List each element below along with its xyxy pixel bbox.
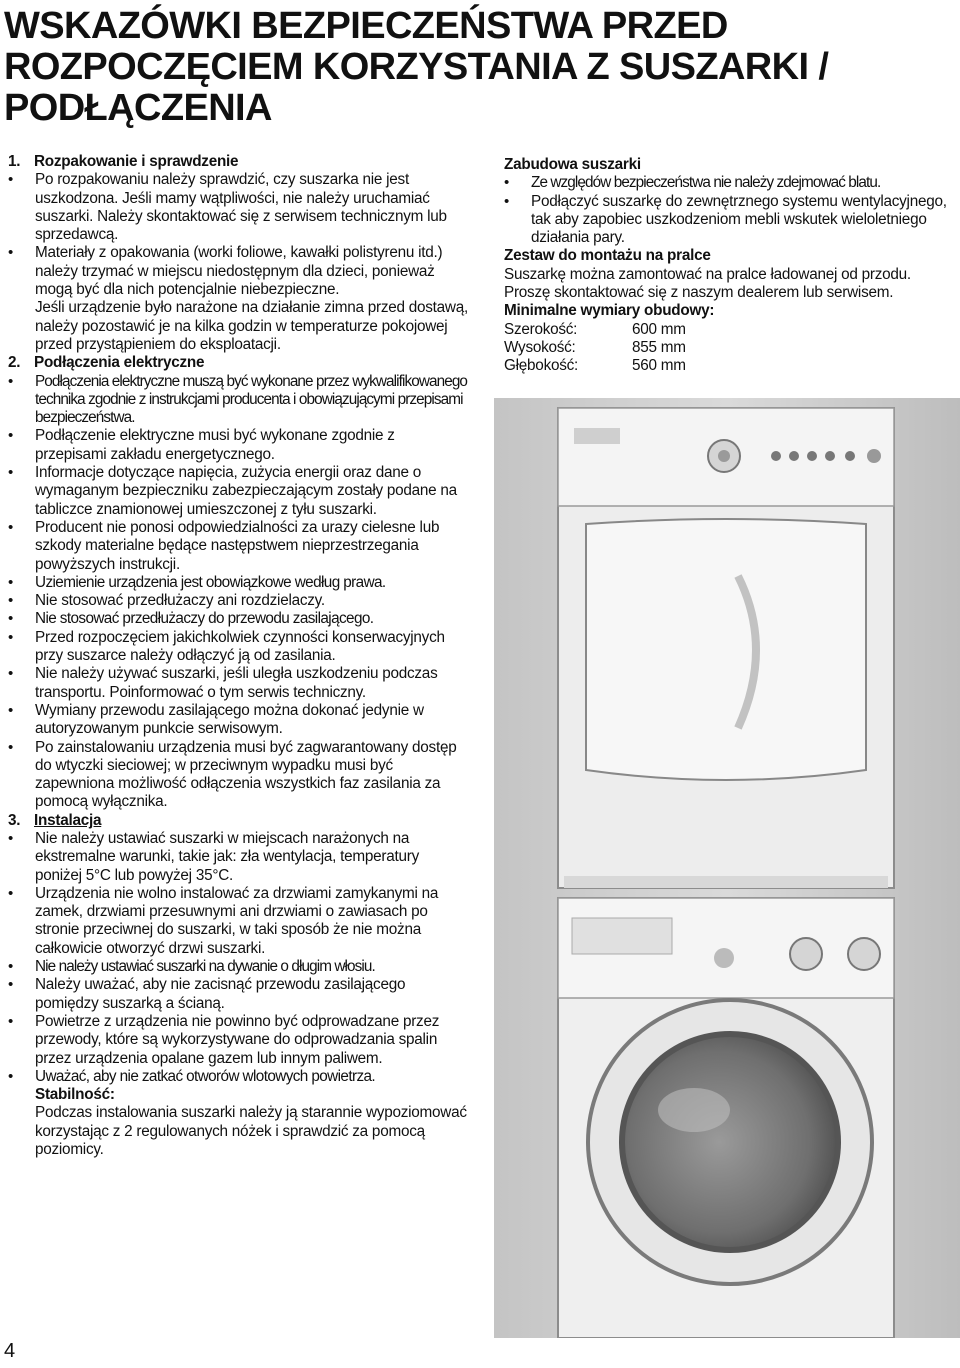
section-1-bullet: • Po rozpakowaniu należy sprawdzić, czy suszarka nie jest uszkodzona. Jeśli mamy wątpliwości, nie należy uruchamiać suszarki. Należy skontaktować się z serwisem technicznym lub sprzedawcą.	[8, 171, 468, 244]
built-in-bullet: • Ze względów bezpieczeństwa nie należy zdejmować blatu.	[504, 174, 956, 192]
section-2-bullet: • Podłączenie elektryczne musi być wykonane zgodnie z przepisami zakładu energetycznego.	[8, 427, 468, 464]
section-2-heading	[8, 354, 468, 372]
dimensions-table	[504, 321, 956, 376]
section-2-bullet: • Producent nie ponosi odpowiedzialności za urazy cielesne lub szkody materialne będące następstwem nieprzestrzegania powyższych instrukcji.	[8, 519, 468, 574]
built-in-bullet: • Podłączyć suszarkę do zewnętrznego systemu wentylacyjnego, tak aby zapobiec uszkodzeniom mebli wskutek wieloletniego działania pary.	[504, 193, 956, 248]
dimension-row	[504, 357, 956, 375]
dimension-label: Szerokość:	[504, 320, 578, 338]
section-2-bullet: • Nie stosować przedłużaczy do przewodu zasilającego.	[8, 610, 468, 628]
section-3-bullet: • Nie należy ustawiać suszarki w miejscach narażonych na ekstremalne warunki, takie jak: zła wentylacja, temperatury poniżej 5°C lub powyżej 35°C.	[8, 830, 468, 885]
section-3-bullet: • Urządzenia nie wolno instalować za drzwiami zamykanymi na zamek, drzwiami przesuwnymi ani drzwiami o zawiasach po stronie przeciwnej do suszarki, w taki sposób że nie można całkowicie otworzyć drzwi suszarki.	[8, 885, 468, 958]
section-3-bullet: • Uważać, aby nie zatkać otworów wlotowych powietrza.	[8, 1068, 468, 1086]
page-number: 4	[4, 1340, 16, 1362]
dryer-on-washer-photo	[494, 398, 960, 1338]
dimension-label: Wysokość:	[504, 338, 576, 356]
dimension-value: 560 mm	[632, 357, 686, 375]
section-2-number: 2.	[8, 354, 21, 372]
section-3-title: Instalacja	[34, 811, 102, 829]
stacking-kit-heading: Zestaw do montażu na pralce	[504, 247, 711, 265]
dryer	[558, 408, 894, 888]
section-3-bullet: • Nie należy ustawiać suszarki na dywanie o długim włosiu.	[8, 958, 468, 976]
stability-heading: Stabilność:	[35, 1086, 115, 1104]
section-2-bullet: • Podłączenia elektryczne muszą być wykonane przez wykwalifikowanego technika zgodnie z instrukcjami producenta i obowiązującymi przepisami bezpieczeństwa.	[8, 373, 468, 428]
section-2-bullet: • Po zainstalowaniu urządzenia musi być zagwarantowany dostęp do wtyczki sieciowej; w przeciwnym wypadku musi być zapewniona możliwość odłączenia wszystkich faz zasilania za pomocą wyłącznika.	[8, 739, 468, 812]
section-1-heading	[8, 153, 468, 171]
section-2-bullet: • Nie należy używać suszarki, jeśli uległa uszkodzeniu podczas transportu. Poinformować o tym serwis techniczny.	[8, 665, 468, 702]
dimension-row	[504, 339, 956, 357]
washing-machine	[558, 898, 894, 1338]
min-dimensions-heading: Minimalne wymiary obudowy:	[504, 302, 715, 320]
built-in-heading: Zabudowa suszarki	[504, 156, 641, 173]
right-column	[504, 156, 956, 376]
section-1-paragraph: Jeśli urządzenie było narażone na działanie zimna przed dostawą, należy pozostawić je na kilka godzin w temperaturze pokojowej przed przystąpieniem do eksploatacji.	[35, 299, 468, 353]
section-2-bullet: • Uziemienie urządzenia jest obowiązkowe według prawa.	[8, 574, 468, 592]
left-column	[8, 153, 468, 1159]
section-1-title: Rozpakowanie i sprawdzenie	[34, 153, 239, 170]
dimension-label: Głębokość:	[504, 357, 579, 375]
dimension-value: 600 mm	[632, 320, 686, 338]
section-3-heading	[8, 812, 468, 830]
stability-text: Podczas instalowania suszarki należy ją starannie wypoziomować korzystając z 2 regulowanych nóżek i sprawdzić za pomocą poziomicy.	[35, 1104, 467, 1159]
appliance-illustration	[494, 398, 960, 1338]
page-title: WSKAZÓWKI BEZPIECZEŃSTWA PRZED ROZPOCZĘCIEM KORZYSTANIA Z SUSZARKI / PODŁĄCZENIA	[4, 5, 829, 129]
stacking-kit-text: Suszarkę można zamontować na pralce ładowanej od przodu. Proszę skontaktować się z naszym dealerem lub serwisem.	[504, 265, 911, 302]
section-3-number: 3.	[8, 811, 21, 829]
section-2-bullet: • Przed rozpoczęciem jakichkolwiek czynności konserwacyjnych przy suszarce należy odłączyć ją od zasilania.	[8, 629, 468, 666]
section-3-bullet: • Powietrze z urządzenia nie powinno być odprowadzane przez przewody, które są wykorzystywane do odprowadzania spalin przez urządzenia opalane gazem lub innym paliwem.	[8, 1013, 468, 1068]
dimension-row	[504, 321, 956, 339]
section-3-bullet: • Należy uważać, aby nie zacisnąć przewodu zasilającego pomiędzy suszarką a ścianą.	[8, 976, 468, 1013]
section-2-bullet: • Informacje dotyczące napięcia, zużycia energii oraz dane o wymaganym bezpieczniku zabezpieczającym zostały podane na tabliczce znamionowej umieszczonej z tyłu suszarki.	[8, 464, 468, 519]
section-1-number: 1.	[8, 153, 21, 170]
section-2-title: Podłączenia elektryczne	[34, 354, 205, 372]
dimension-value: 855 mm	[632, 338, 686, 356]
section-2-bullet: • Wymiany przewodu zasilającego można dokonać jedynie w autoryzowanym punkcie serwisowym.	[8, 702, 468, 739]
section-2-bullet: • Nie stosować przedłużaczy ani rozdzielaczy.	[8, 592, 468, 610]
section-1-bullet: • Materiały z opakowania (worki foliowe, kawałki polistyrenu itd.) należy trzymać w miejscu niedostępnym dla dzieci, ponieważ mogą być dla nich potencjalnie niebezpieczne.	[8, 244, 468, 299]
